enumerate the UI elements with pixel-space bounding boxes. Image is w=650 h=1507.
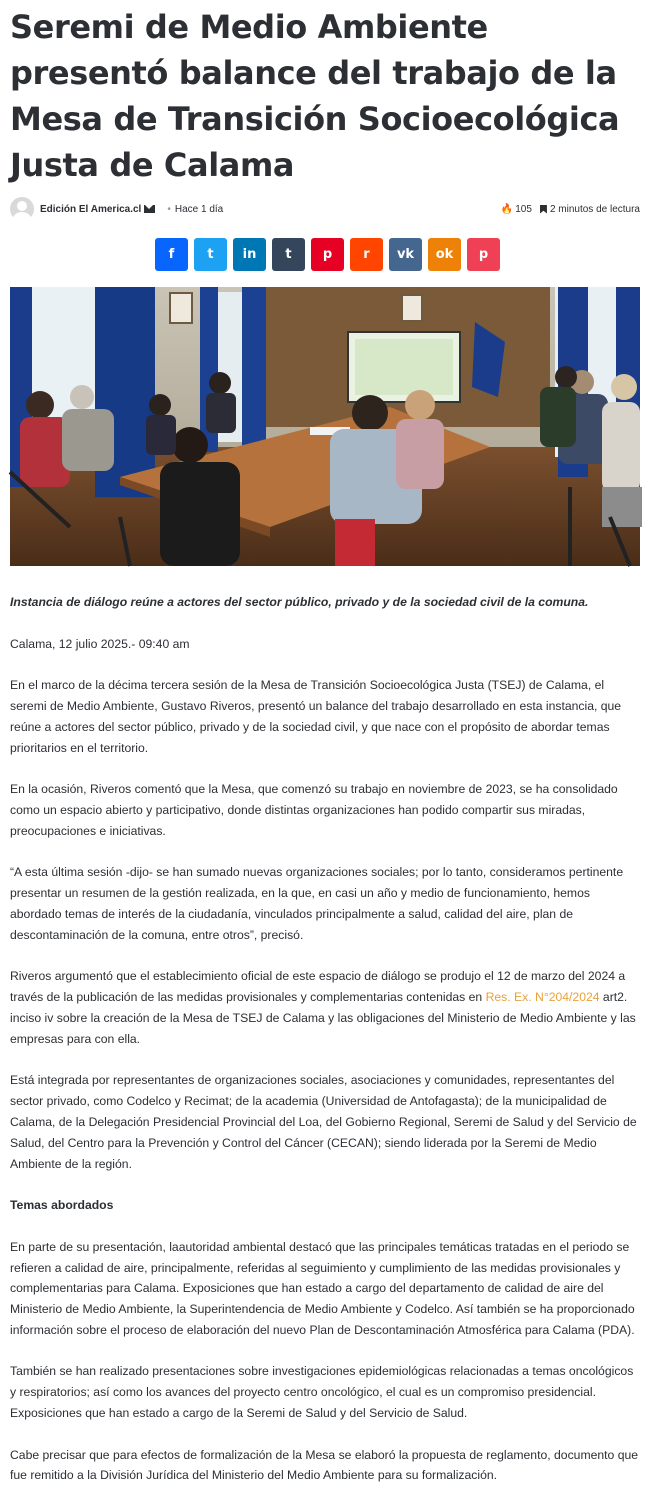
- paragraph: [10, 966, 640, 1049]
- share-pinterest-button[interactable]: [311, 238, 344, 271]
- author-name[interactable]: Edición El America.cl: [40, 203, 142, 215]
- view-count: 105: [515, 203, 532, 215]
- paragraph: También se han realizado presentaciones sobre investigaciones epidemiológicas relacionadas a temas oncológicos y respiratorios; así como los avances del proyecto centro oncológico, el cual es un compromiso presidencial. Exposiciones que han estado a cargo de la Seremi de Salud y del Servicio de Salud.: [10, 1364, 634, 1421]
- separator-dot: •: [167, 203, 171, 215]
- paragraph: “A esta última sesión -dijo- se han sumado nuevas organizaciones sociales; por lo tanto, consideramos pertinente presentar un resumen de la gestión realizada, en la que, en casi un año y medio de funcionamiento, hemos abordado temas de interés de la ciudadanía, vinculados principalmente a salud, calidad del aire, plan de descontaminación de la comuna, entre otros”, precisó.: [10, 865, 624, 942]
- publish-date: Hace 1 día: [174, 203, 224, 215]
- photo-caption: Instancia de diálogo reúne a actores del sector público, privado y de la sociedad civil de la comuna.: [10, 595, 589, 609]
- article-body: [10, 592, 640, 1507]
- share-facebook-button[interactable]: [155, 238, 188, 271]
- share-twitter-button[interactable]: [194, 238, 227, 271]
- section-heading: Temas abordados: [10, 1198, 114, 1213]
- facebook-icon: f: [168, 247, 175, 262]
- post-stats: [501, 204, 640, 215]
- tumblr-icon: t: [285, 247, 292, 262]
- dateline: Calama, 12 julio 2025.- 09:40 am: [10, 636, 190, 651]
- twitter-icon: t: [207, 247, 214, 262]
- paragraph-text: art2. inciso iv sobre la creación de la Mesa de TSEJ de Calama y las obligaciones del Ministerio de Medio Ambiente y las empresas para con ella.: [10, 990, 636, 1046]
- share-pocket-button[interactable]: [467, 238, 500, 271]
- read-time: 2 minutos de lectura: [549, 203, 640, 215]
- paragraph: En parte de su presentación, laautoridad ambiental destacó que las principales temáticas tratadas en el periodo se refieren a calidad de aire, principalmente, referidas al seguimiento y cumplimiento de las medidas provisionales y complementarias para Calama. Exposiciones que han estado a cargo del departamento de calidad de aire del Ministerio de Medio Ambiente, la Superintendencia de Medio Ambiente y Codelco. Así también se ha proporcionado información sobre el proceso de elaboración del nuevo Plan de Descontaminación Atmosférica para Calama (PDA).: [10, 1239, 635, 1337]
- paragraph: En el marco de la décima tercera sesión de la Mesa de Transición Socioecológica Justa (TSEJ) de Calama, el seremi de Medio Ambiente, Gustavo Riveros, presentó un balance del trabajo desarrollado en esta instancia, que reúne a actores del sector público, privado y de la sociedad civil, y que nace con el propósito de abordar temas prioritarios en el territorio.: [10, 678, 622, 755]
- paragraph: Está integrada por representantes de organizaciones sociales, asociaciones y comunidades, representantes del sector privado, como Codelco y Recimat; de la academia (Universidad de Antofagasta); de la municipalidad de Calama, de la Delegación Presidencial Provincial del Loa, del Gobierno Regional, Seremi de Salud y del Servicio de Salud, del Centro para la Prevención y Control del Cáncer (CECAN); siendo liderada por la Seremi de Medio Ambiente de la región.: [10, 1073, 637, 1171]
- share-tumblr-button[interactable]: [272, 238, 305, 271]
- meeting-room-photo: [10, 287, 640, 566]
- share-reddit-button[interactable]: [350, 238, 383, 271]
- share-buttons: [155, 238, 500, 271]
- author-avatar[interactable]: [10, 197, 34, 221]
- fire-icon: 🔥: [500, 203, 514, 215]
- paragraph: Cabe precisar que para efectos de formalización de la Mesa se elaboró la propuesta de reglamento, documento que fue remitido a la División Jurídica del Ministerio del Medio Ambiente para su formalización.: [10, 1447, 639, 1483]
- article-title: Seremi de Medio Ambiente presentó balance del trabajo de la Mesa de Transición Socioecológica Justa de Calama: [10, 8, 620, 184]
- pinterest-icon: p: [322, 247, 333, 262]
- resolution-link[interactable]: Res. Ex. N°204/2024: [485, 990, 600, 1005]
- paragraph-text: Riveros argumentó que el establecimiento oficial de este espacio de diálogo se produjo el 12 de marzo del 2024 a través de la publicación de las medidas provisionales y complementarias contenidas en: [10, 969, 626, 1005]
- odnoklassniki-icon: ok: [435, 247, 454, 262]
- paragraph: En la ocasión, Riveros comentó que la Mesa, que comenzó su trabajo en noviembre de 2023, se ha consolidado como un espacio abierto y participativo, donde distintas organizaciones han podido compartir sus miradas, preocupaciones e iniciativas.: [10, 782, 618, 838]
- linkedin-icon: in: [242, 247, 257, 262]
- bookmark-icon: [540, 205, 547, 214]
- post-meta: [10, 196, 640, 222]
- share-linkedin-button[interactable]: [233, 238, 266, 271]
- share-vkontakte-button[interactable]: [389, 238, 422, 271]
- share-odnoklassniki-button[interactable]: [428, 238, 461, 271]
- pocket-icon: p: [478, 247, 489, 262]
- reddit-icon: r: [363, 247, 370, 262]
- article-photo: [10, 287, 640, 566]
- mail-icon[interactable]: [144, 205, 155, 213]
- vk-icon: vk: [396, 247, 415, 262]
